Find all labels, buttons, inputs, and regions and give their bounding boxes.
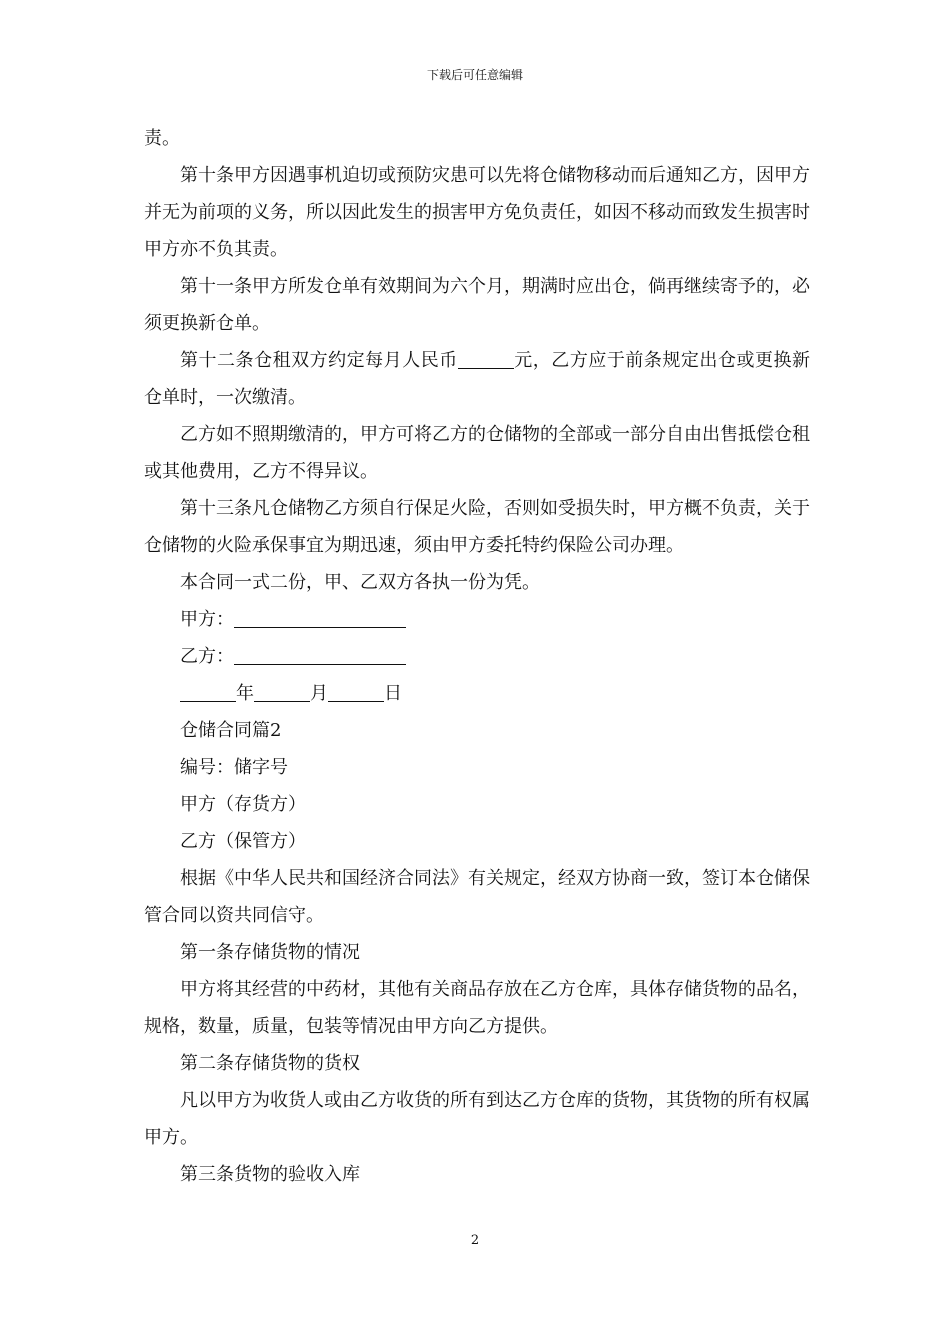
signature-party-b — [144, 638, 810, 675]
party-b-label: 乙方（保管方） — [180, 831, 306, 852]
page-number: 2 — [470, 1233, 480, 1248]
article-heading: 第二条存储货物的货权 — [180, 1053, 360, 1074]
party-a-label: 甲方（存货方） — [180, 794, 306, 815]
section-title: 仓储合同篇2 — [180, 720, 282, 741]
signature-label: 甲方： — [180, 609, 234, 630]
rent-clause-after: 元，乙方应于前条规定出仓或更换新仓单时，一次缴清。 — [144, 350, 811, 408]
signature-blank — [234, 607, 406, 628]
paragraph: 乙方如不照期缴清的，甲方可将乙方的仓储物的全部或一部分自由出售抵偿仓租或其他费用，乙方不得异议。 — [144, 424, 810, 482]
paragraph: 甲方将其经营的中药材，其他有关商品存放在乙方仓库，具体存储货物的品名，规格，数量，质量，包装等情况由甲方向乙方提供。 — [144, 979, 810, 1037]
year-blank — [180, 681, 236, 702]
paragraph: 第十条甲方因遇事机迫切或预防灾患可以先将仓储物移动而后通知乙方，因甲方并无为前项的义务，所以因此发生的损害甲方免负责任，如因不移动而致发生损害时甲方亦不负其责。 — [144, 165, 810, 260]
signature-blank — [234, 644, 406, 665]
rent-clause-before: 第十二条仓租双方约定每月人民币 — [180, 350, 458, 371]
article-heading: 第一条存储货物的情况 — [180, 942, 360, 963]
document-body — [144, 120, 810, 1193]
day-label: 日 — [384, 683, 402, 704]
day-blank — [328, 681, 384, 702]
rent-amount-blank — [458, 348, 514, 369]
signature-party-a — [144, 601, 810, 638]
page-header: 下载后可任意编辑 — [426, 68, 523, 82]
signature-label: 乙方： — [180, 646, 234, 667]
paragraph: 责。 — [144, 128, 180, 149]
month-label: 月 — [310, 683, 328, 704]
rent-clause — [144, 342, 810, 416]
paragraph: 凡以甲方为收货人或由乙方收货的所有到达乙方仓库的货物，其货物的所有权属甲方。 — [144, 1090, 810, 1148]
year-label: 年 — [236, 683, 254, 704]
article-heading: 第三条货物的验收入库 — [180, 1164, 360, 1185]
paragraph: 第十三条凡仓储物乙方须自行保足火险，否则如受损失时，甲方概不负责，关于仓储物的火险承保事宜为期迅速，须由甲方委托特约保险公司办理。 — [144, 498, 810, 556]
month-blank — [254, 681, 310, 702]
date-line — [144, 675, 810, 712]
contract-number: 编号：储字号 — [180, 757, 288, 778]
paragraph: 根据《中华人民共和国经济合同法》有关规定，经双方协商一致，签订本仓储保管合同以资共同信守。 — [144, 868, 810, 926]
paragraph: 第十一条甲方所发仓单有效期间为六个月，期满时应出仓，倘再继续寄予的，必须更换新仓单。 — [144, 276, 810, 334]
paragraph: 本合同一式二份，甲、乙双方各执一份为凭。 — [180, 572, 540, 593]
